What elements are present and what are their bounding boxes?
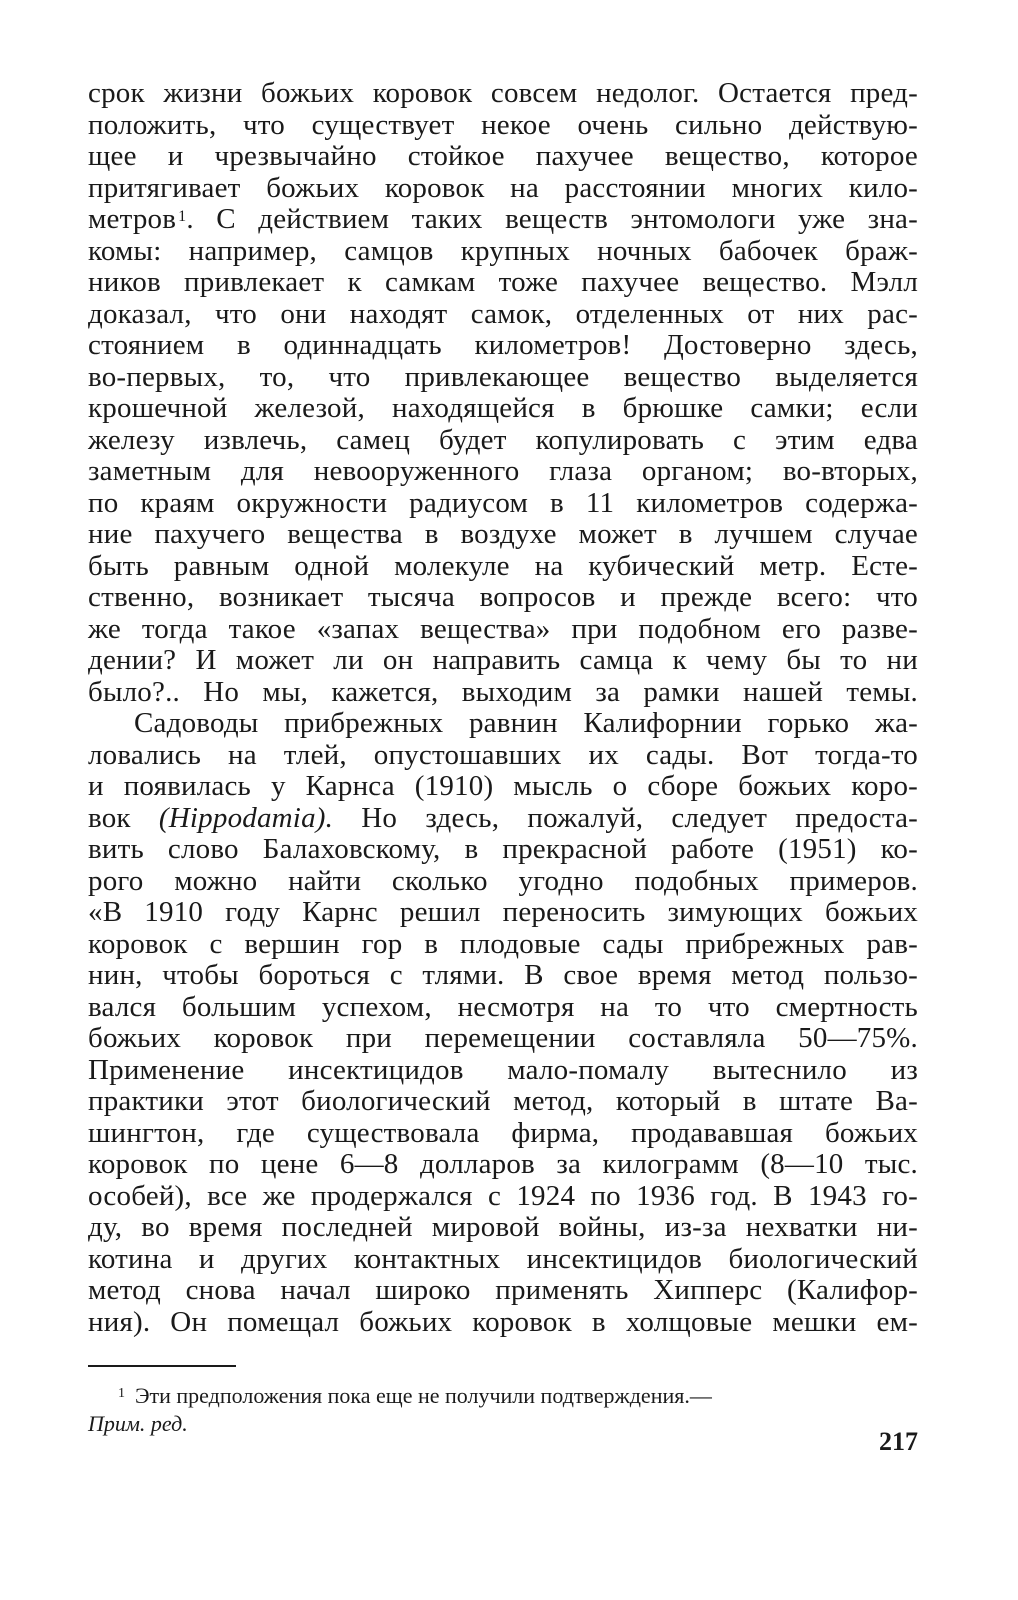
text-line: ду, во время последней мировой войны, из-за нехватки ни- — [88, 1211, 918, 1243]
paragraph-start-line: Садоводы прибрежных равнин Калифорнии горько жа- — [134, 707, 918, 739]
text-line: коровок по цене 6—8 долларов за килограмм (8—10 тыс. — [88, 1148, 918, 1180]
text-line: ние пахучего вещества в воздухе может в лучшем случае — [88, 518, 918, 550]
text-fragment: метров — [88, 203, 177, 235]
text-line: ловались на тлей, опустошавших их сады. Вот тогда-то — [88, 738, 918, 771]
text-line: щее и чрезвычайно стойкое пахучее вещество, которое — [88, 140, 918, 172]
text-line: положить, что существует некое очень сильно действую- — [88, 108, 918, 141]
text-line: рого можно найти сколько угодно подобных примеров. — [88, 864, 918, 897]
text-line: шингтон, где существовала фирма, продававшая божьих — [88, 1116, 918, 1149]
text-line: нин, чтобы бороться с тлями. В свое время метод пользо- — [88, 959, 918, 991]
footnote-divider — [88, 1365, 236, 1367]
footnote-reference: 1 — [178, 208, 187, 225]
text-line: притягивает божьих коровок на расстоянии многих кило- — [88, 171, 918, 204]
footnote-mark: 1 — [118, 1386, 125, 1401]
text-fragment: вок — [88, 801, 159, 834]
text-line: Применение инсектицидов мало-помалу вытеснило из — [88, 1053, 918, 1086]
text-line: особей), все же продержался с 1924 по 1936 год. В 1943 го- — [88, 1179, 918, 1212]
text-line: ния). Он помещал божьих коровок в холщовые мешки ем- — [88, 1305, 918, 1338]
text-fragment: Но здесь, пожалуй, следует предоста- — [333, 801, 918, 834]
latin-genus-name: (Hippodamia). — [158, 801, 334, 834]
text-line: коровок с вершин гор в плодовые сады прибрежных рав- — [88, 927, 918, 960]
text-line: «В 1910 году Карнс решил переносить зимующих божьих — [88, 896, 918, 928]
text-line: заметным для невооруженного глаза органом; во-вторых, — [88, 455, 918, 487]
text-line: ственно, возникает тысяча вопросов и прежде всего: что — [88, 581, 918, 613]
text-line: вить слово Балаховскому, в прекрасной работе (1951) ко- — [88, 833, 918, 865]
footnote-editor-note: Прим. ред. — [88, 1411, 188, 1436]
text-line: крошечной железой, находящейся в брюшке самки; если — [88, 392, 918, 424]
footnote-line — [88, 1382, 918, 1410]
text-line: было?.. Но мы, кажется, выходим за рамки нашей темы. — [88, 675, 918, 708]
text-line: котина и других контактных инсектицидов биологический — [88, 1242, 918, 1275]
text-line-with-italic — [88, 803, 918, 835]
text-line: по краям окружности радиусом в 11 километров содержа- — [88, 486, 918, 519]
page-number: 217 — [879, 1427, 918, 1456]
text-line: вался большим успехом, несмотря на то что смертность — [88, 990, 918, 1023]
text-line: ников привлекает к самкам тоже пахучее вещество. Мэлл — [88, 266, 918, 298]
text-line: дении? И может ли он направить самца к чему бы то ни — [88, 644, 918, 676]
text-line: божьих коровок при перемещении составляла 50—75%. — [88, 1022, 918, 1054]
text-line: и появилась у Карнса (1910) мысль о сборе божьих коро- — [88, 770, 918, 802]
text-line: доказал, что они находят самок, отделенных от них рас- — [88, 297, 918, 330]
text-line: комы: например, самцов крупных ночных бабочек браж- — [88, 234, 918, 267]
text-line: практики этот биологический метод, который в штате Ва- — [88, 1085, 918, 1117]
main-text — [88, 78, 918, 1338]
text-fragment: . С действием таких веществ энтомологи уже зна- — [186, 203, 918, 235]
text-line: же тогда такое «запах вещества» при подобном его разве- — [88, 612, 918, 645]
text-line: во-первых, то, что привлекающее вещество выделяется — [88, 360, 918, 393]
text-line-with-footnote-mark — [88, 204, 918, 236]
footnote-text: Эти предположения пока еще не получили подтверждения.— — [135, 1383, 712, 1408]
text-line: срок жизни божьих коровок совсем недолог. Остается пред- — [88, 77, 918, 109]
text-line: стоянием в одиннадцать километров! Достоверно здесь, — [88, 329, 918, 361]
text-line: быть равным одной молекуле на кубический метр. Есте- — [88, 549, 918, 582]
text-line: железу извлечь, самец будет копулировать с этим едва — [88, 423, 918, 456]
footnote — [88, 1382, 918, 1438]
text-line: метод снова начал широко применять Хипперс (Калифор- — [88, 1274, 918, 1306]
